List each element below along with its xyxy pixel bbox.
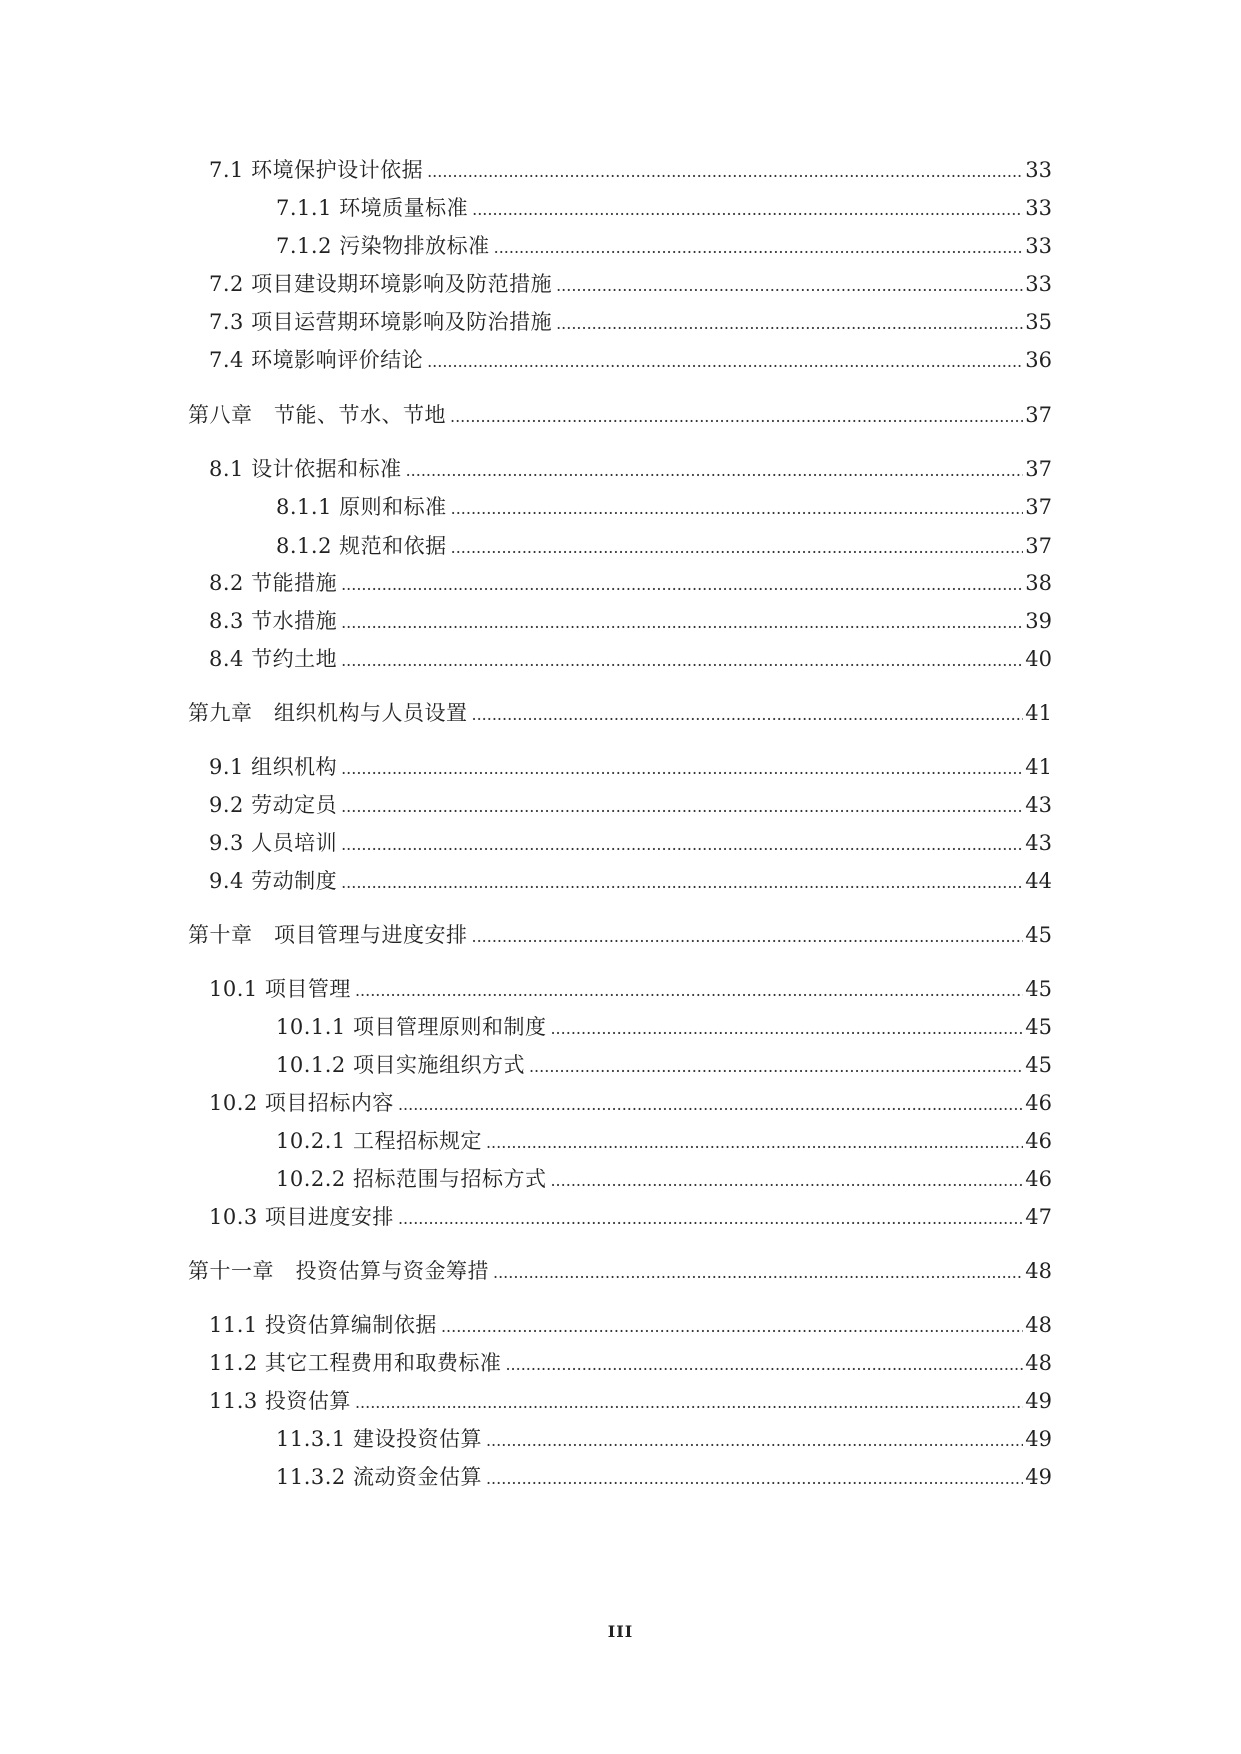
toc-entry-page: 45 (1025, 1015, 1052, 1039)
toc-entry[interactable] (209, 1347, 1052, 1379)
toc-entry-page: 43 (1025, 793, 1052, 817)
dot-leader (341, 569, 1023, 601)
toc-entry-label: 10.2 项目招标内容 (209, 1091, 394, 1115)
toc-chapter-label: 第八章 节能、节水、节地 (188, 403, 446, 427)
toc-entry[interactable] (209, 567, 1052, 599)
dot-leader (341, 645, 1023, 677)
toc-entry-page: 37 (1025, 534, 1052, 558)
dot-leader (427, 346, 1023, 378)
toc-entry-page: 37 (1025, 457, 1052, 481)
toc-entry-page: 38 (1025, 571, 1052, 595)
dot-leader (550, 1013, 1023, 1045)
toc-entry-page: 46 (1025, 1091, 1052, 1115)
toc-entry-label: 8.3 节水措施 (209, 609, 338, 633)
toc-entry-label: 11.3.2 流动资金估算 (276, 1465, 482, 1489)
toc-chapter[interactable] (188, 919, 1052, 951)
toc-entry-page: 40 (1025, 647, 1052, 671)
toc-entry[interactable] (209, 605, 1052, 637)
toc-entry-page: 33 (1025, 272, 1052, 296)
toc-entry-page: 49 (1025, 1389, 1052, 1413)
dot-leader (451, 532, 1024, 564)
toc-entry[interactable] (209, 306, 1052, 338)
toc-entry-label: 10.1.2 项目实施组织方式 (276, 1053, 525, 1077)
toc-entry-page: 48 (1025, 1351, 1052, 1375)
dot-leader (486, 1425, 1023, 1457)
toc-entry[interactable] (209, 789, 1052, 821)
toc-entry-label: 10.1 项目管理 (209, 977, 351, 1001)
toc-entry[interactable] (209, 154, 1052, 186)
dot-leader (556, 270, 1023, 302)
toc-entry-label: 8.1 设计依据和标准 (209, 457, 402, 481)
toc-entry-page: 48 (1025, 1259, 1052, 1283)
toc-entry[interactable] (209, 751, 1052, 783)
toc-entry[interactable] (209, 1201, 1052, 1233)
toc-entry-page: 43 (1025, 831, 1052, 855)
toc-entry-label: 7.1.1 环境质量标准 (276, 196, 469, 220)
toc-entry-label: 7.3 项目运营期环境影响及防治措施 (209, 310, 553, 334)
toc-entry-page: 41 (1025, 701, 1052, 725)
toc-entry[interactable] (209, 1385, 1052, 1417)
toc-entry-label: 9.2 劳动定员 (209, 793, 338, 817)
toc-entry-label: 11.2 其它工程费用和取费标准 (209, 1351, 502, 1375)
toc-entry[interactable] (276, 1423, 1052, 1455)
dot-leader (472, 194, 1023, 226)
toc-entry[interactable] (209, 1309, 1052, 1341)
toc-entry-label: 8.2 节能措施 (209, 571, 338, 595)
toc-entry[interactable] (209, 268, 1052, 300)
dot-leader (341, 607, 1023, 639)
toc-entry-label: 7.1 环境保护设计依据 (209, 158, 424, 182)
toc-entry-page: 33 (1025, 196, 1052, 220)
toc-entry-label: 7.1.2 污染物排放标准 (276, 234, 490, 258)
dot-leader (505, 1349, 1023, 1381)
toc-entry-label: 11.3.1 建设投资估算 (276, 1427, 482, 1451)
toc-entry-label: 10.3 项目进度安排 (209, 1205, 394, 1229)
footer-page-number: III (607, 1622, 634, 1641)
dot-leader (341, 829, 1023, 861)
toc-entry-page: 45 (1025, 923, 1052, 947)
dot-leader (341, 753, 1023, 785)
toc-entry[interactable] (209, 453, 1052, 485)
toc-entry-label: 7.4 环境影响评价结论 (209, 348, 424, 372)
toc-entry-label: 9.4 劳动制度 (209, 869, 338, 893)
dot-leader (355, 1387, 1023, 1419)
toc-entry-page: 41 (1025, 755, 1052, 779)
toc-entry-page: 49 (1025, 1465, 1052, 1489)
toc-entry[interactable] (276, 491, 1052, 523)
dot-leader (427, 156, 1023, 188)
toc-entry-label: 11.3 投资估算 (209, 1389, 351, 1413)
toc-entry-label: 8.4 节约土地 (209, 647, 338, 671)
dot-leader (529, 1051, 1023, 1083)
toc-entry[interactable] (276, 1125, 1052, 1157)
toc-entry-page: 46 (1025, 1167, 1052, 1191)
toc-entry[interactable] (276, 230, 1052, 262)
toc-entry-page: 45 (1025, 977, 1052, 1001)
dot-leader (486, 1463, 1023, 1495)
dot-leader (472, 699, 1024, 731)
dot-leader (398, 1089, 1023, 1121)
toc-entry-label: 8.1.1 原则和标准 (276, 495, 447, 519)
toc-entry-label: 9.3 人员培训 (209, 831, 338, 855)
toc-entry[interactable] (209, 1087, 1052, 1119)
toc-chapter-label: 第十一章 投资估算与资金筹措 (188, 1259, 489, 1283)
toc-entry[interactable] (209, 827, 1052, 859)
toc-entry-page: 46 (1025, 1129, 1052, 1153)
dot-leader (494, 232, 1024, 264)
toc-entry[interactable] (209, 865, 1052, 897)
dot-leader (406, 455, 1024, 487)
toc-entry[interactable] (276, 1461, 1052, 1493)
toc-chapter[interactable] (188, 697, 1052, 729)
dot-leader (556, 308, 1023, 340)
toc-entry-page: 44 (1025, 869, 1052, 893)
dot-leader (341, 791, 1023, 823)
toc-entry-page: 36 (1025, 348, 1052, 372)
toc-entry[interactable] (209, 973, 1052, 1005)
toc-entry-label: 10.1.1 项目管理原则和制度 (276, 1015, 547, 1039)
toc-entry[interactable] (209, 643, 1052, 675)
toc-entry-page: 45 (1025, 1053, 1052, 1077)
dot-leader (472, 921, 1024, 953)
toc-chapter[interactable] (188, 1255, 1052, 1287)
toc-chapter-label: 第十章 项目管理与进度安排 (188, 923, 468, 947)
toc-entry[interactable] (276, 1049, 1052, 1081)
dot-leader (486, 1127, 1023, 1159)
toc-entry-label: 8.1.2 规范和依据 (276, 534, 447, 558)
dot-leader (441, 1311, 1023, 1343)
toc-entry[interactable] (276, 1011, 1052, 1043)
toc-entry-page: 49 (1025, 1427, 1052, 1451)
toc-entry[interactable] (209, 344, 1052, 376)
toc-entry-page: 35 (1025, 310, 1052, 334)
toc-entry-page: 33 (1025, 234, 1052, 258)
toc-entry-label: 7.2 项目建设期环境影响及防范措施 (209, 272, 553, 296)
dot-leader (550, 1165, 1023, 1197)
toc-entry[interactable] (276, 530, 1052, 562)
toc-entry-page: 37 (1025, 495, 1052, 519)
toc-entry-label: 11.1 投资估算编制依据 (209, 1313, 437, 1337)
toc-entry[interactable] (276, 1163, 1052, 1195)
toc-entry-page: 39 (1025, 609, 1052, 633)
toc-entry-page: 47 (1025, 1205, 1052, 1229)
toc-entry-page: 37 (1025, 403, 1052, 427)
toc-chapter[interactable] (188, 399, 1052, 431)
dot-leader (341, 867, 1023, 899)
dot-leader (398, 1203, 1023, 1235)
toc-entry-label: 10.2.2 招标范围与招标方式 (276, 1167, 547, 1191)
toc-entry-label: 10.2.1 工程招标规定 (276, 1129, 482, 1153)
toc-entry-page: 33 (1025, 158, 1052, 182)
toc-chapter-label: 第九章 组织机构与人员设置 (188, 701, 468, 725)
dot-leader (451, 493, 1024, 525)
dot-leader (493, 1257, 1023, 1289)
toc-entry[interactable] (276, 192, 1052, 224)
toc-entry-label: 9.1 组织机构 (209, 755, 338, 779)
dot-leader (450, 401, 1023, 433)
dot-leader (355, 975, 1023, 1007)
toc-entry-page: 48 (1025, 1313, 1052, 1337)
